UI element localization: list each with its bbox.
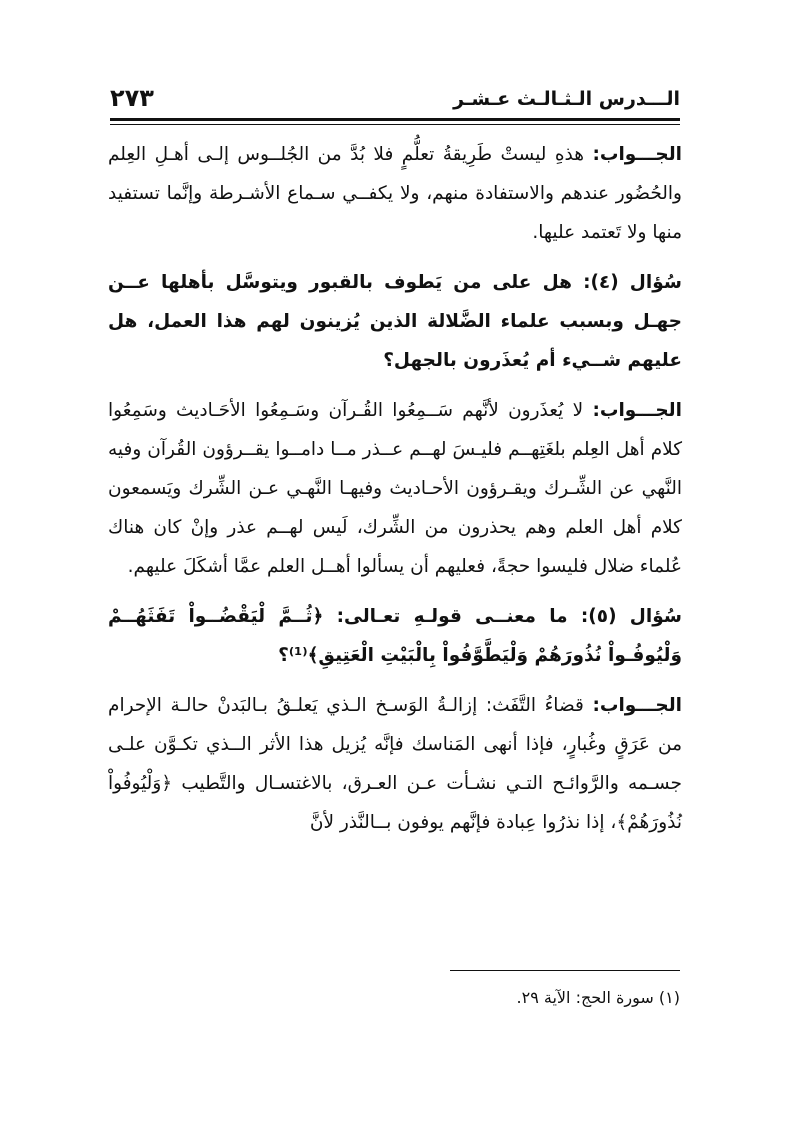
answer-paragraph: [108, 686, 682, 842]
header-rule-thin: [110, 124, 680, 125]
footnote-separator: [450, 970, 680, 971]
question-paragraph: [108, 597, 682, 675]
answer-label: الجـــواب:: [592, 144, 682, 165]
page-number: ٢٧٣: [110, 84, 154, 112]
question-text: ما معنــى قولـهِ تعـالى: ﴿ثُــمَّ لْيَقْضُــواْ تَفَثَهُــمْ وَلْيُوفُـواْ نُذُورَهُمْ وَلْيَطَّوَّفُواْ بِالْبَيْتِ الْعَتِيقِ﴾⁽¹⁾؟: [108, 606, 682, 666]
answer-label: الجـــواب:: [592, 400, 682, 421]
answer-paragraph: [108, 135, 682, 252]
question-paragraph: [108, 263, 682, 380]
footnote: (١) سورة الحج: الآية ٢٩.: [516, 988, 680, 1007]
page-header: [110, 82, 680, 118]
question-label: سُؤال (٤):: [583, 272, 682, 293]
answer-paragraph: [108, 391, 682, 586]
chapter-title: الـــدرس الـثـالـث عـشـر: [453, 88, 680, 110]
header-rule: [110, 118, 680, 121]
main-text: [108, 135, 682, 853]
question-text: هل على من يَطوف بالقبور ويتوسَّل بأهلها عــن جهـل وبسبب علماء الضَّلالة الذين يُزينون لهم هذا العمل، هل عليهم شــيء أم يُعذَرون بالجهل؟: [108, 272, 682, 371]
answer-label: الجـــواب:: [592, 695, 682, 716]
answer-text: لا يُعذَرون لأنَّهم سَــمِعُوا القُـرآن وسَـمِعُوا الأحَـاديث وسَمِعُوا كلام أهل العِلم بلغَتِهــم فليـسَ لهــم عــذر مــا دامــوا يقــرؤون القُرآن وفيه النَّهي عن الشِّـرك ويقـرؤون الأحـاديث وفيهـا النَّهـي عـن الشِّرك ويَسمعون كلام أهل العلم وهم يحذرون من الشِّرك، لَيس لهــم عذر وإنْ كان هناك عُلماء ضلال فليسوا حجةً، فعليهم أن يسألوا أهــل العلم عمَّا أشكَلَ عليهم.: [108, 400, 682, 577]
answer-text: قضاءُ التَّفَث: إزالـةُ الوَسـخ الـذي يَعلـقُ بـالبَدنْ حالـة الإحرام من عَرَقٍ وغُبارٍ، فإذا أنهى المَناسك فإنَّه يُزيل هذا الأثر الــذي تكـوَّن علـى جسـمه والرَّوائـح التـي نشـأت عـن العـرق، بالاغتسـال والتَّطيب ﴿وَلْيُوفُواْ نُذُورَهُمْ﴾، إذا نذرُوا عِبادة فإنَّهم يوفون بــالنَّذر لأنَّ: [108, 695, 682, 833]
question-label: سُؤال (٥):: [580, 606, 682, 627]
answer-text: هذهِ ليستْ طَرِيقةُ تعلُّمٍ فلا بُدَّ من الجُلــوس إلـى أهـلِ العِلم والحُضُور عندهم والاستفادة منهم، ولا يكفــي سـماع الأشـرطة وإنَّما تستفيد منها ولا تَعتمد عليها.: [108, 144, 682, 243]
